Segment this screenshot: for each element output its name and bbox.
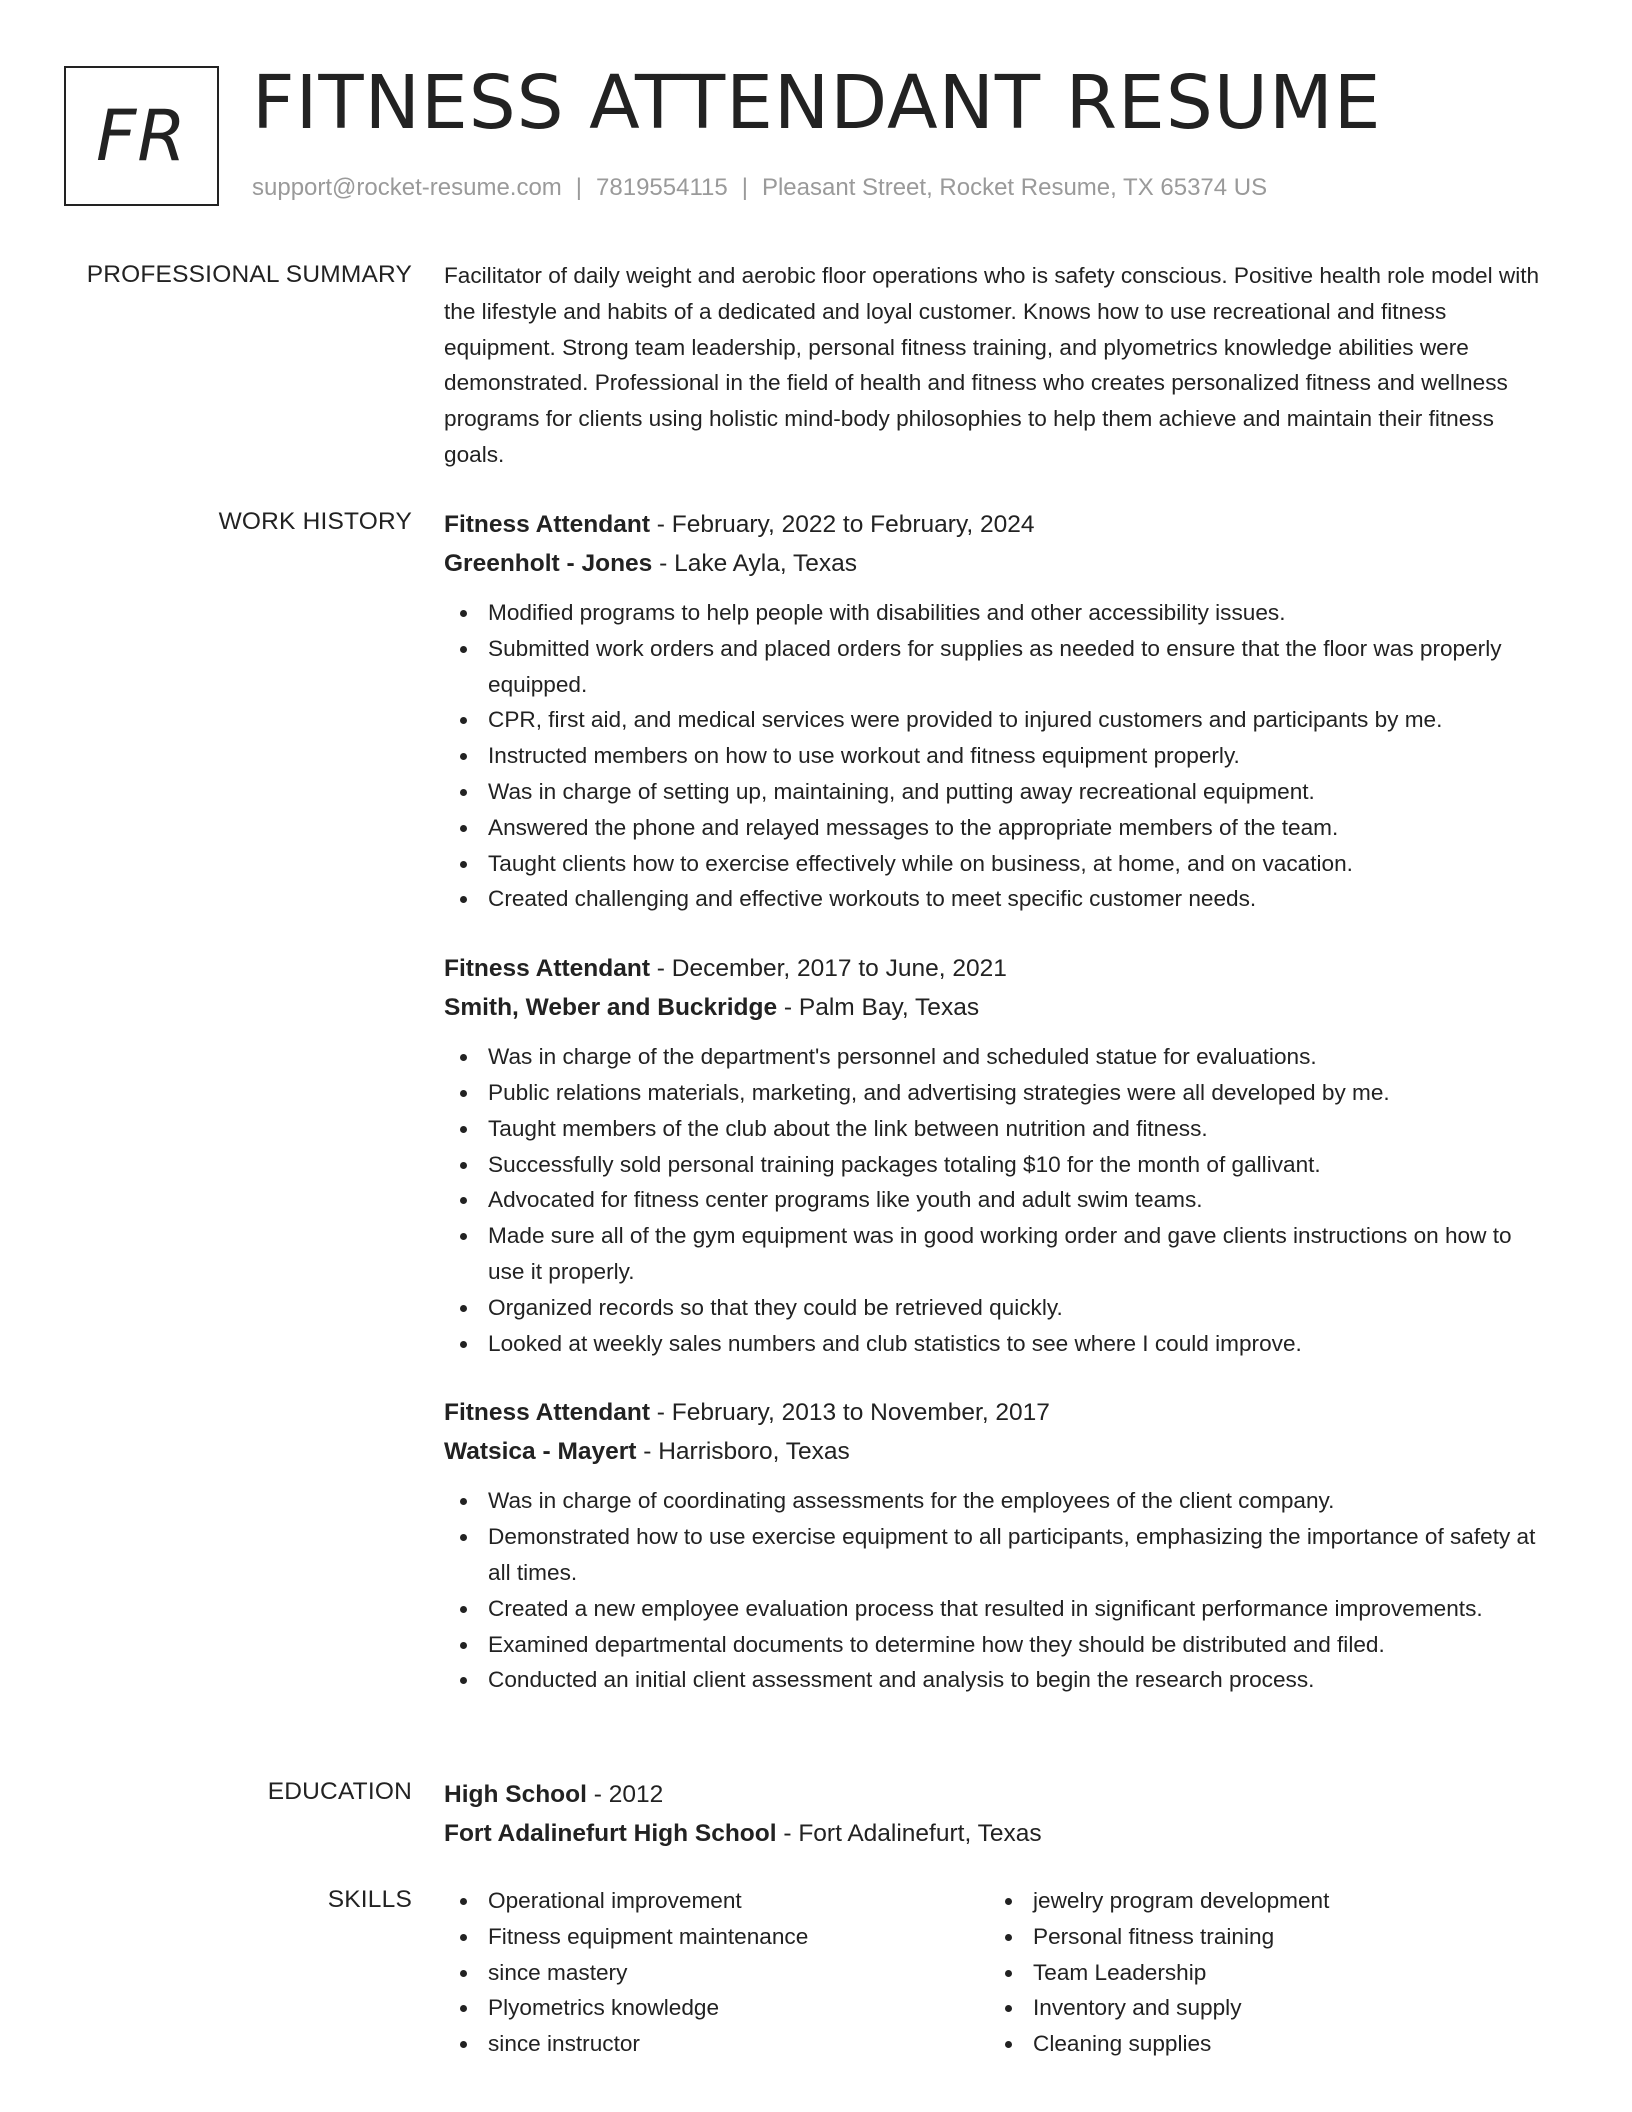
contact-phone: 7819554115 <box>596 174 728 201</box>
skill-item: Cleaning supplies <box>989 2026 1534 2062</box>
job-bullet: Modified programs to help people with disabilities and other accessibility issues. <box>444 595 1554 631</box>
contact-separator: | <box>575 174 583 201</box>
monogram-box <box>64 66 219 206</box>
job-bullet: Created challenging and effective workouts to meet specific customer needs. <box>444 881 1554 917</box>
job-title: Fitness Attendant <box>444 1399 650 1427</box>
job-bullet: Public relations materials, marketing, and advertising strategies were all developed by me. <box>444 1075 1554 1111</box>
education-body <box>444 1775 1554 1853</box>
summary-body <box>444 258 1554 473</box>
section-label-skills: SKILLS <box>327 1886 412 1913</box>
education-school-line <box>444 1814 1554 1853</box>
skill-item: Personal fitness training <box>989 1919 1534 1955</box>
contact-email: support@rocket-resume.com <box>252 174 562 201</box>
job-bullet: Organized records so that they could be retrieved quickly. <box>444 1290 1554 1326</box>
job-bullet: Was in charge of the department's personnel and scheduled statue for evaluations. <box>444 1039 1554 1075</box>
job-bullet: Submitted work orders and placed orders for supplies as needed to ensure that the floor was properly equipped. <box>444 631 1554 703</box>
skills-columns <box>444 1883 1554 2062</box>
monogram-initials: FR <box>96 95 187 177</box>
skills-column-right <box>989 1883 1534 2062</box>
skills-column-left <box>444 1883 989 2062</box>
skill-item: Operational improvement <box>444 1883 989 1919</box>
contact-address: Pleasant Street, Rocket Resume, TX 65374 US <box>761 174 1268 201</box>
job-entry <box>444 1393 1554 1698</box>
contact-line <box>252 174 1267 202</box>
job-dates: - February, 2022 to February, 2024 <box>650 511 1035 538</box>
skill-item: Team Leadership <box>989 1955 1534 1991</box>
job-bullet: Instructed members on how to use workout and fitness equipment properly. <box>444 738 1554 774</box>
education-location: - Fort Adalinefurt, Texas <box>776 1820 1042 1847</box>
job-company-line <box>444 988 1554 1027</box>
work-history-body <box>444 505 1554 1730</box>
job-location: - Palm Bay, Texas <box>777 994 980 1022</box>
education-school: Fort Adalinefurt High School <box>444 1820 777 1847</box>
job-bullet-list <box>444 1483 1554 1698</box>
job-bullet: Taught clients how to exercise effectively while on business, at home, and on vacation. <box>444 846 1554 882</box>
job-bullet: Taught members of the club about the link between nutrition and fitness. <box>444 1111 1554 1147</box>
job-bullet: Examined departmental documents to determine how they should be distributed and filed. <box>444 1627 1554 1663</box>
job-location: - Lake Ayla, Texas <box>652 550 858 577</box>
resume-title: FITNESS ATTENDANT RESUME <box>252 60 1382 146</box>
skill-item: Inventory and supply <box>989 1990 1534 2026</box>
job-company-line <box>444 544 1554 583</box>
education-degree: High School <box>444 1781 587 1808</box>
job-company: Watsica - Mayert <box>444 1438 637 1466</box>
skill-item: jewelry program development <box>989 1883 1534 1919</box>
section-label-education: EDUCATION <box>267 1778 412 1805</box>
job-bullet: Advocated for fitness center programs like youth and adult swim teams. <box>444 1182 1554 1218</box>
job-company-line <box>444 1432 1554 1471</box>
job-bullet: Was in charge of coordinating assessments for the employees of the client company. <box>444 1483 1554 1519</box>
job-company: Smith, Weber and Buckridge <box>444 994 778 1022</box>
education-year: - 2012 <box>586 1781 664 1808</box>
job-bullet: Answered the phone and relayed messages to the appropriate members of the team. <box>444 810 1554 846</box>
skill-item: since mastery <box>444 1955 989 1991</box>
section-label-work-history: WORK HISTORY <box>218 508 412 535</box>
skill-item: since instructor <box>444 2026 989 2062</box>
job-bullet-list <box>444 1039 1554 1361</box>
job-title-line <box>444 949 1554 988</box>
section-label-summary: PROFESSIONAL SUMMARY <box>86 261 412 288</box>
job-title: Fitness Attendant <box>444 955 650 983</box>
job-bullet: Created a new employee evaluation process that resulted in significant performance improvements. <box>444 1591 1554 1627</box>
skill-item: Plyometrics knowledge <box>444 1990 989 2026</box>
summary-text: Facilitator of daily weight and aerobic floor operations who is safety conscious. Positive health role model with the lifestyle and habits of a dedicated and loyal customer. Knows how to use recreational and fitness equipment. Strong team leadership, personal fitness training, and plyometrics knowledge abilities were demonstrated. Professional in the field of health and fitness who creates personalized fitness and wellness programs for clients using holistic mind-body philosophies to help them achieve and maintain their fitness goals. <box>444 263 1540 467</box>
job-bullet-list <box>444 595 1554 917</box>
job-entry <box>444 505 1554 917</box>
job-dates: - February, 2013 to November, 2017 <box>650 1399 1050 1427</box>
job-bullet: Made sure all of the gym equipment was in good working order and gave clients instructions on how to use it properly. <box>444 1218 1554 1290</box>
job-bullet: Successfully sold personal training packages totaling $10 for the month of gallivant. <box>444 1147 1554 1183</box>
contact-separator: | <box>741 174 748 201</box>
job-bullet: Conducted an initial client assessment and analysis to begin the research process. <box>444 1662 1554 1698</box>
skills-list-right <box>989 1883 1534 2062</box>
job-location: - Harrisboro, Texas <box>636 1438 850 1466</box>
education-degree-line <box>444 1775 1554 1814</box>
job-dates: - December, 2017 to June, 2021 <box>650 955 1007 983</box>
job-bullet: Demonstrated how to use exercise equipment to all participants, emphasizing the importance of safety at all times. <box>444 1519 1554 1591</box>
job-company: Greenholt - Jones <box>444 550 653 577</box>
job-bullet: Was in charge of setting up, maintaining, and putting away recreational equipment. <box>444 774 1554 810</box>
skills-body <box>444 1883 1554 2062</box>
skill-item: Fitness equipment maintenance <box>444 1919 989 1955</box>
skills-list-left <box>444 1883 989 2062</box>
job-bullet: CPR, first aid, and medical services were provided to injured customers and participants by me. <box>444 702 1554 738</box>
job-title-line <box>444 505 1554 544</box>
job-title: Fitness Attendant <box>444 511 650 538</box>
job-entry <box>444 949 1554 1361</box>
job-title-line <box>444 1393 1554 1432</box>
job-bullet: Looked at weekly sales numbers and club statistics to see where I could improve. <box>444 1326 1554 1362</box>
